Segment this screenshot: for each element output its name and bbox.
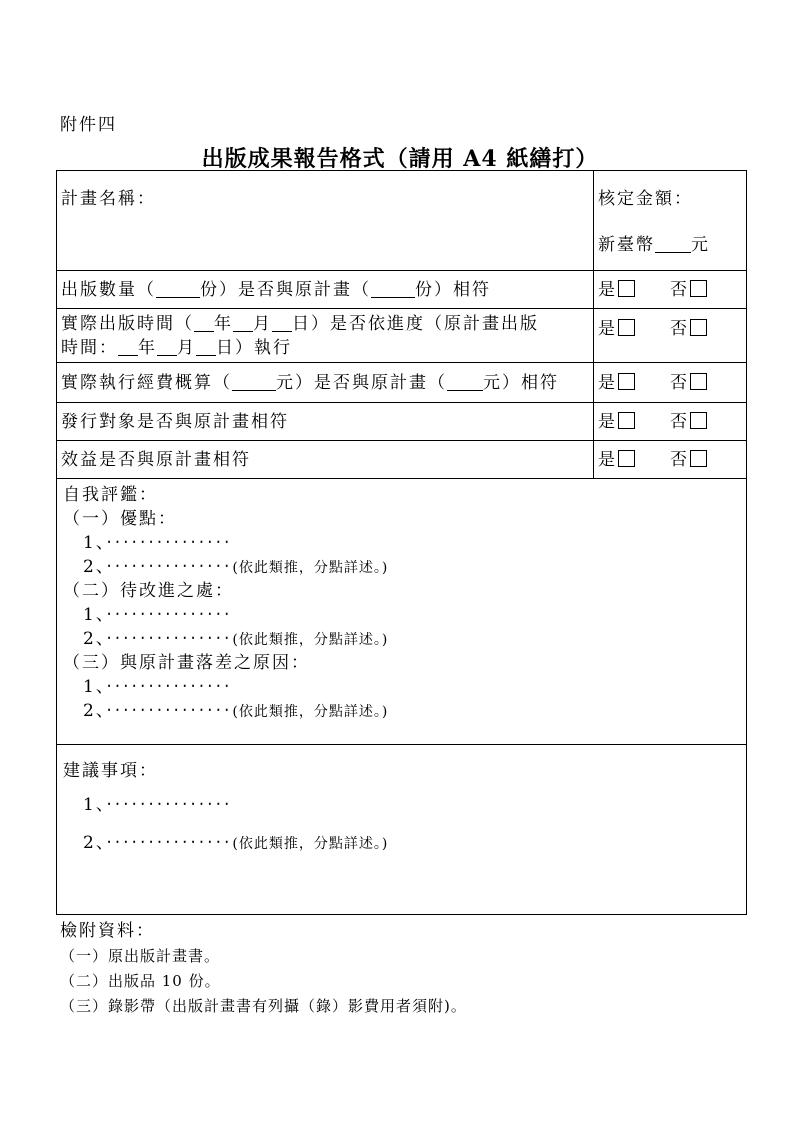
approved-amount-cell[interactable] [594,171,747,271]
attachment-item: （二）出版品 10 份。 [60,972,221,990]
eval-section-label: （一）優點： [63,509,177,529]
time-check-text: 實際出版時間（ 年 月 日）是否依進度（原計畫出版 時間： 年 月 日）執行 [57,309,594,363]
amount-blank[interactable] [655,236,691,253]
benefit-yes-no: 是 否 [594,441,747,479]
budget-check-text: 實際執行經費概算（ 元）是否與原計畫（ 元）相符 [57,363,594,403]
plan-day-blank[interactable] [196,339,216,356]
actual-day-blank[interactable] [272,315,292,332]
eval-item: 2、‧‧‧‧‧‧‧‧‧‧‧‧‧‧‧(依此類推，分點詳述。) [83,557,389,577]
audience-check-row [57,403,747,441]
plan-year-blank[interactable] [118,339,138,356]
suggestion-item: 1、‧‧‧‧‧‧‧‧‧‧‧‧‧‧‧ [83,795,233,815]
budget-yes-checkbox[interactable] [618,373,635,390]
budget-actual-blank[interactable] [232,374,276,391]
eval-item: 1、‧‧‧‧‧‧‧‧‧‧‧‧‧‧‧ [83,605,233,625]
attachments-section [60,918,467,1019]
quantity-check-row [57,271,747,309]
time-yes-checkbox[interactable] [618,319,635,336]
eval-section-label: （三）與原計畫落差之原因： [63,653,310,673]
currency-label: 新臺幣 [598,235,655,255]
audience-no-checkbox[interactable] [690,412,707,429]
suggestions-row [57,745,747,915]
benefit-no-checkbox[interactable] [690,450,707,467]
quantity-actual-blank[interactable] [156,281,200,298]
plan-name-label: 計畫名稱： [61,189,156,209]
quantity-yes-no: 是 否 [594,271,747,309]
approved-amount-label: 核定金額： [598,189,693,209]
quantity-no-checkbox[interactable] [690,280,707,297]
audience-yes-no: 是 否 [594,403,747,441]
budget-plan-blank[interactable] [447,374,483,391]
suggestions-cell[interactable] [57,745,747,915]
attachment-item: （三）錄影帶（出版計畫書有列攝（錄）影費用者須附)。 [60,997,467,1015]
eval-item: 2、‧‧‧‧‧‧‧‧‧‧‧‧‧‧‧(依此類推，分點詳述。) [83,701,389,721]
budget-no-checkbox[interactable] [690,373,707,390]
time-no-checkbox[interactable] [690,319,707,336]
audience-yes-checkbox[interactable] [618,412,635,429]
plan-month-blank[interactable] [157,339,177,356]
attachment-item: （一）原出版計畫書。 [60,947,221,965]
plan-info-row [57,171,747,271]
eval-item: 1、‧‧‧‧‧‧‧‧‧‧‧‧‧‧‧ [83,677,233,697]
self-evaluation-cell[interactable] [57,479,747,745]
plan-name-cell[interactable] [57,171,594,271]
quantity-plan-blank[interactable] [371,281,415,298]
attachments-heading: 檢附資料： [60,921,155,941]
eval-item: 1、‧‧‧‧‧‧‧‧‧‧‧‧‧‧‧ [83,533,233,553]
budget-yes-no: 是 否 [594,363,747,403]
suggestions-heading: 建議事項： [63,761,158,781]
budget-check-row [57,363,747,403]
self-evaluation-heading: 自我評鑑： [63,485,158,505]
actual-year-blank[interactable] [194,315,214,332]
document-title: 出版成果報告格式（請用 A4 紙繕打） [201,146,599,172]
self-evaluation-row [57,479,747,745]
suggestion-item: 2、‧‧‧‧‧‧‧‧‧‧‧‧‧‧‧(依此類推，分點詳述。) [83,833,389,853]
benefit-check-row [57,441,747,479]
report-form-table [56,170,747,915]
benefit-yes-checkbox[interactable] [618,450,635,467]
currency-unit: 元 [691,235,710,255]
time-check-row [57,309,747,363]
quantity-check-text: 出版數量（ 份）是否與原計畫（ 份）相符 [57,271,594,309]
eval-section-label: （二）待改進之處： [63,581,234,601]
eval-item: 2、‧‧‧‧‧‧‧‧‧‧‧‧‧‧‧(依此類推，分點詳述。) [83,629,389,649]
benefit-check-text: 效益是否與原計畫相符 [57,441,594,479]
quantity-yes-checkbox[interactable] [618,280,635,297]
time-yes-no: 是 否 [594,309,747,363]
actual-month-blank[interactable] [233,315,253,332]
audience-check-text: 發行對象是否與原計畫相符 [57,403,594,441]
annex-label: 附件四 [60,115,117,135]
